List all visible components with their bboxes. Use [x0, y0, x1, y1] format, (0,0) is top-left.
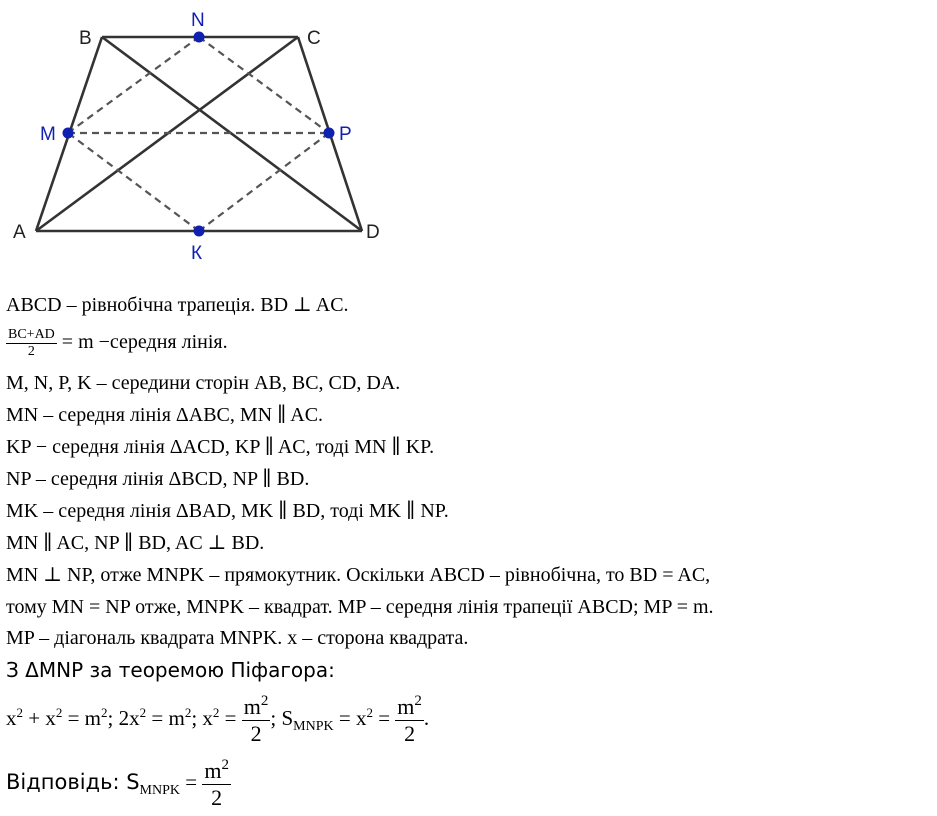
formula-s: ; S — [270, 706, 294, 730]
formula-exp: 2 — [260, 692, 269, 709]
text-line-3: M, N, P, K – середини сторін AB, BC, CD, DA. — [6, 372, 401, 394]
segment-pk — [199, 133, 329, 231]
text-line-12: З ΔMNP за теоремою Піфагора: — [6, 658, 335, 682]
fraction-denominator: 2 — [27, 343, 35, 359]
text-line-11: MP – діагональ квадрата MNPK. x – сторона квадрата. — [6, 627, 469, 649]
formula-exp: 2 — [16, 705, 23, 720]
fraction-m: m — [204, 757, 222, 783]
answer-line — [6, 754, 231, 811]
fraction-m2-over-2 — [395, 694, 424, 747]
text-line-7: MK – середня лінія ΔBAD, MK ∥ BD, тоді MK ∥ NP. — [6, 500, 449, 522]
label-a: A — [13, 222, 26, 243]
text-line-9: MN ⊥ NP, отже MNPK – прямокутник. Оскільки ABCD – рівнобічна, то BD = AC, — [6, 564, 711, 586]
formula-exp: 2 — [221, 756, 229, 773]
fraction-numerator: BC+AD — [8, 326, 55, 342]
label-k: К — [191, 243, 203, 264]
fraction-m: m — [397, 693, 415, 719]
formula-exp: 2 — [212, 705, 220, 720]
formula-eq-m: = m — [146, 706, 185, 730]
point-m — [63, 128, 74, 139]
answer-eq: = — [180, 770, 198, 794]
formula-exp: 2 — [366, 705, 373, 720]
label-c: C — [307, 28, 321, 49]
formula-exp: 2 — [184, 705, 192, 720]
fraction-denominator: 2 — [211, 784, 223, 810]
formula-exp: 2 — [139, 705, 147, 720]
label-p: P — [339, 124, 352, 145]
formula-plus-x: + x — [23, 706, 56, 730]
text-line-6: NP – середня лінія ΔBCD, NP ∥ BD. — [6, 468, 310, 490]
text-line-10: тому MN = NP отже, MNPK – квадрат. MP – середня лінія трапеції ABCD; MP = m. — [6, 596, 714, 618]
answer-fraction — [202, 758, 231, 811]
midline-rest: = m −середня лінія. — [61, 331, 228, 353]
fraction-denominator: 2 — [250, 720, 262, 746]
segment-np — [199, 37, 329, 133]
text-line-5: KP − середня лінія ΔACD, KP ∥ AC, тоді MN ∥ KP. — [6, 436, 435, 458]
segment-km — [68, 133, 199, 231]
point-k — [194, 226, 205, 237]
text-line-1: ABCD – рівнобічна трапеція. BD ⊥ AC. — [6, 294, 349, 316]
formula-exp: 2 — [101, 705, 108, 720]
label-m: M — [40, 124, 56, 145]
formula-eq: = — [372, 706, 391, 730]
text-line-2 — [6, 322, 228, 362]
fraction-denominator: 2 — [404, 720, 416, 746]
formula-eq-x: = x — [333, 706, 367, 730]
fraction-midline — [6, 327, 57, 360]
formula-2x: ; 2x — [107, 706, 140, 730]
point-n — [194, 32, 205, 43]
trapezoid-figure — [0, 0, 420, 265]
formula-eq: = — [219, 706, 237, 730]
segment-mn — [68, 37, 199, 133]
text-line-8: MN ∥ AC, NP ∥ BD, AC ⊥ BD. — [6, 532, 265, 554]
formula-x: ; x — [191, 706, 213, 730]
answer-sub-mnpk: MNPK — [139, 783, 180, 798]
formula-exp: 2 — [55, 705, 63, 720]
label-b: B — [79, 28, 92, 49]
formula-x: x — [6, 706, 17, 730]
point-p — [324, 128, 335, 139]
text-line-4: MN – середня лінія ΔABC, MN ∥ AC. — [6, 404, 324, 426]
formula-eq-m: = m — [62, 706, 102, 730]
formula-line — [6, 690, 429, 747]
fraction-m: m — [243, 693, 261, 719]
fraction-m2-over-2 — [242, 694, 271, 747]
label-n: N — [191, 10, 205, 31]
formula-period: . — [423, 706, 430, 730]
formula-exp: 2 — [414, 692, 422, 709]
answer-label: Відповідь: S — [6, 770, 140, 794]
formula-sub-mnpk: MNPK — [293, 719, 334, 734]
label-d: D — [366, 222, 380, 243]
